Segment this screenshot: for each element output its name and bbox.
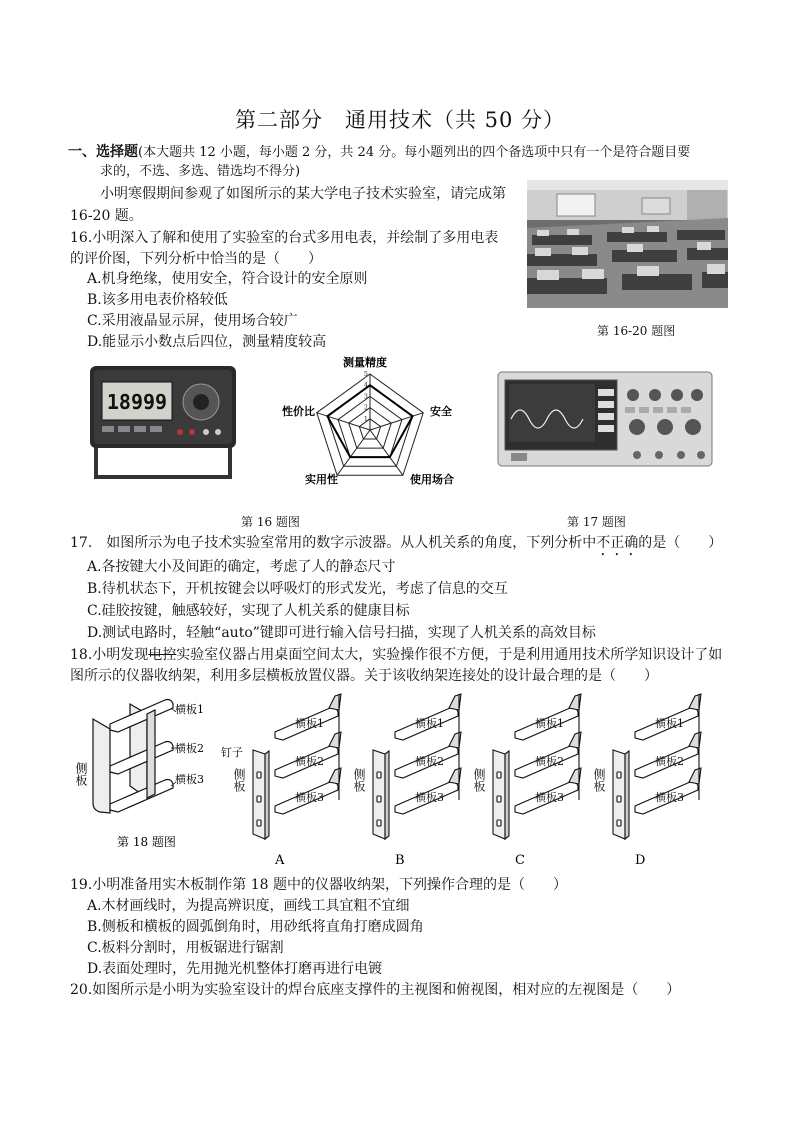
radar-label-value: 性价比 <box>282 405 315 418</box>
q18-stem-line2: 图所示的仪器收纳架，利用多层横板放置仪器。关于该收纳架连接处的设计最合理的是（ ） <box>70 668 658 684</box>
q16-stem-line2: 的评价图，下列分析中恰当的是（ ） <box>70 251 322 267</box>
plank-hole <box>377 796 381 802</box>
q17-option-b: B.待机状态下，开机按键会以呼吸灯的形式发光，考虑了信息的交互 <box>87 581 508 597</box>
fig18-diagram <box>75 686 735 866</box>
side-plank-edge <box>505 751 509 839</box>
option-board-label-2: 横板2 <box>655 755 684 768</box>
q16-option-a: A.机身绝缘，使用安全，符合设计的安全原则 <box>87 271 368 287</box>
q20-stem: 20.如图所示是小明为实验室设计的焊台底座支撑件的主视图和俯视图，相对应的左视图是（ ） <box>70 982 681 998</box>
option-board-label-3: 横板3 <box>535 791 564 804</box>
fig18-main-board3: 横板3 <box>175 773 204 786</box>
plank-hole <box>257 820 261 826</box>
q17-stem-post: 的是（ ） <box>638 535 723 551</box>
plank-hole <box>617 796 621 802</box>
lab-photo <box>527 180 728 308</box>
fig17-caption: 第 17 题图 <box>567 515 626 529</box>
fig-lab-caption: 第 16-20 题图 <box>597 324 676 338</box>
plank-hole <box>497 772 501 778</box>
option-board-label-1: 横板1 <box>655 717 684 730</box>
q17-option-d: D.测试电路时，轻触“auto”键即可进行输入信号扫描，实现了人机关系的高效目标 <box>87 625 596 641</box>
radar-scale-tick: 1 <box>364 415 368 423</box>
plank-hole <box>257 796 261 802</box>
option-board-label-3: 横板3 <box>295 791 324 804</box>
plank-hole <box>617 820 621 826</box>
q16-option-d: D.能显示小数点后四位，测量精度较高 <box>87 334 327 350</box>
page-title: 第二部分 通用技术（共 50 分） <box>234 108 566 132</box>
plank-hole <box>377 820 381 826</box>
fig18-option-c-drawing <box>472 694 581 839</box>
q19-stem: 19.小明准备用实木板制作第 18 题中的仪器收纳架，下列操作合理的是（ ） <box>70 877 567 893</box>
option-side-label: 侧板 <box>352 768 366 792</box>
q17-option-a: A.各按键大小及间距的确定，考虑了人的静态尺寸 <box>87 559 396 575</box>
plank-hole <box>617 772 621 778</box>
side-plank-edge <box>625 751 629 839</box>
option-board-label-2: 横板2 <box>295 755 324 768</box>
side-plank-edge <box>385 751 389 839</box>
radar-chart <box>270 352 470 492</box>
fig18-main-board1: 横板1 <box>175 703 204 716</box>
radar-scale-tick: 2 <box>364 404 368 412</box>
radar-scale-tick: 5 <box>364 371 368 378</box>
q19-option-b: B.侧板和横板的圆弧倒角时，用砂纸将直角打磨成圆角 <box>87 919 424 935</box>
oscilloscope-image <box>497 371 713 467</box>
section-header <box>68 142 690 163</box>
option-side-label: 侧板 <box>472 768 486 792</box>
multimeter-display: 18999 <box>106 390 168 414</box>
option-board-label-1: 横板1 <box>535 717 564 730</box>
q16-stem-line1: 16.小明深入了解和使用了实验室的台式多用电表，并绘制了多用电表 <box>70 230 499 246</box>
fig18-main-side: 侧板 <box>75 762 88 786</box>
q19-option-d: D.表面处理时，先用抛光机整体打磨再进行电镀 <box>87 961 383 977</box>
fig18-option-d-drawing <box>592 694 701 839</box>
plank-hole <box>497 796 501 802</box>
fig18-option-a: A <box>275 853 285 866</box>
section-heading: 一、选择题 <box>68 144 138 160</box>
radar-label-safety: 安全 <box>430 405 452 418</box>
radar-scale-tick: 4 <box>364 382 368 390</box>
q17-stem-emphasis: 不正确 <box>596 535 639 551</box>
q16-option-c: C.采用液晶显示屏，使用场合较广 <box>87 313 298 329</box>
q18-stem-a: 18.小明发现 <box>70 647 149 663</box>
fig18-option-d: D <box>635 853 646 866</box>
option-board-label-1: 横板1 <box>295 717 324 730</box>
q18-stem-b: 实验室仪器占用桌面空间太大，实验操作很不方便，于是利用通用技术所学知识设计了如 <box>176 647 723 663</box>
option-board-label-3: 横板3 <box>415 791 444 804</box>
option-board-label-2: 横板2 <box>415 755 444 768</box>
section-note-line2: 求的，不选、多选、错选均不得分) <box>100 164 301 179</box>
option-side-label: 侧板 <box>592 768 606 792</box>
fig18-option-b: B <box>395 853 405 866</box>
option-board-label-2: 横板2 <box>535 755 564 768</box>
side-plank-edge <box>265 751 269 839</box>
fig18-main-board2: 横板2 <box>175 742 204 755</box>
option-board-label-1: 横板1 <box>415 717 444 730</box>
q17-stem <box>70 533 722 559</box>
radar-label-precision: 测量精度 <box>343 356 387 369</box>
radar-label-occasion: 使用场合 <box>410 473 454 486</box>
q18-stem-struck: 电控 <box>148 647 177 663</box>
q17-stem-pre: 17. 如图所示为电子技术实验室常用的数字示波器。从人机关系的角度，下列分析中 <box>70 535 597 551</box>
q19-option-c: C.板料分割时，用板锯进行锯割 <box>87 940 284 956</box>
radar-label-practicality: 实用性 <box>305 473 338 486</box>
option-board-label-3: 横板3 <box>655 791 684 804</box>
intro-line1: 小明寒假期间参观了如图所示的某大学电子技术实验室，请完成第 <box>100 186 506 202</box>
plank-hole <box>377 772 381 778</box>
q18-stem-line1 <box>70 645 722 665</box>
multimeter-image <box>88 362 238 482</box>
plank-hole <box>497 820 501 826</box>
section-note-line1: (本大题共 12 小题，每小题 2 分，共 24 分。每小题列出的四个备选项中只有一个是符合题目要 <box>138 145 691 160</box>
plank-hole <box>257 772 261 778</box>
q16-option-b: B.该多用电表价格较低 <box>87 292 228 308</box>
fig16-caption: 第 16 题图 <box>241 515 300 529</box>
q17-option-c: C.硅胶按键，触感较好，实现了人机关系的健康目标 <box>87 603 410 619</box>
fig18-option-c: C <box>515 853 525 866</box>
intro-line2: 16-20 题。 <box>70 208 143 224</box>
fig18-caption: 第 18 题图 <box>117 835 176 849</box>
option-side-label: 侧板 <box>232 768 246 792</box>
fig18-nail-label: 钉子 <box>221 746 243 759</box>
radar-scale-tick: 3 <box>364 393 368 401</box>
q19-option-a: A.木材画线时，为提高辨识度，画线工具宜粗不宜细 <box>87 898 410 914</box>
fig18-option-a-drawing <box>232 694 341 839</box>
fig18-option-b-drawing <box>352 694 461 839</box>
